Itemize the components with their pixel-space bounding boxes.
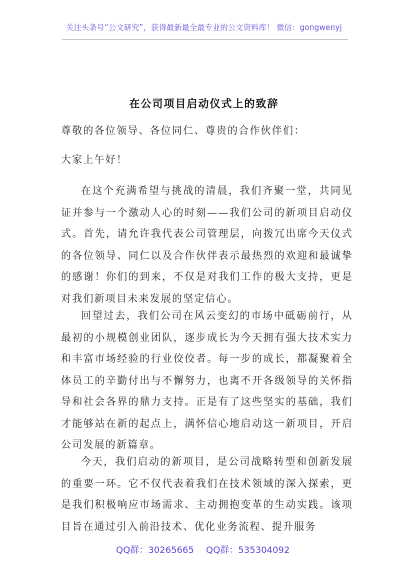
footer-qq-group-2: QQ群：535304092 [206,546,290,556]
header-banner: 关注头条号“公文研究”，获得最新最全最专业的公文资料库！ 微信：gongwenyj [66,23,342,32]
footer-qq-group-1: QQ群：30265665 [116,546,194,556]
salutation: 尊敬的各位领导、各位同仁、尊贵的合作伙伴们： [61,126,306,137]
document-title: 在公司项目启动仪式上的致辞 [129,98,279,110]
paragraph-3: 今天，我们启动的新项目，是公司战略转型和创新发展的重要一环。它不仅代表着我们在技术领域的深入探索，更是我们积极响应市场需求、主动拥抱变革的生动实践。该项目旨在通过引入前沿技术、优化业务流程、提升服务 [61,457,353,533]
greeting: 大家上午好！ [61,155,128,166]
paragraph-2: 回望过去，我们公司在风云变幻的市场中砥砺前行，从最初的小规模创业团队，逐步成长为今天拥有强大技术实力和丰富市场经验的行业佼佼者。每一步的成长，都凝聚着全体员工的辛勤付出与不懈努力，也离不开各级领导的关怀指导和社会各界的鼎力支持。正是有了这些坚实的基础，我们才能够站在新的起点上，满怀信心地启动这一新项目，开启公司发展的新篇章。 [61,311,353,451]
paragraph-1: 在这个充满希望与挑战的清晨，我们齐聚一堂，共同见证并参与一个激动人心的时刻——我们公司的新项目启动仪式。首先，请允许我代表公司管理层，向拨冗出席今天仪式的各位领导、同仁以及合作伙伴表示最热烈的欢迎和最诚挚的感谢！你们的到来，不仅是对我们工作的极大支持，更是对我们新项目未来发展的坚定信心。 [61,186,353,305]
header-divider [62,39,348,40]
